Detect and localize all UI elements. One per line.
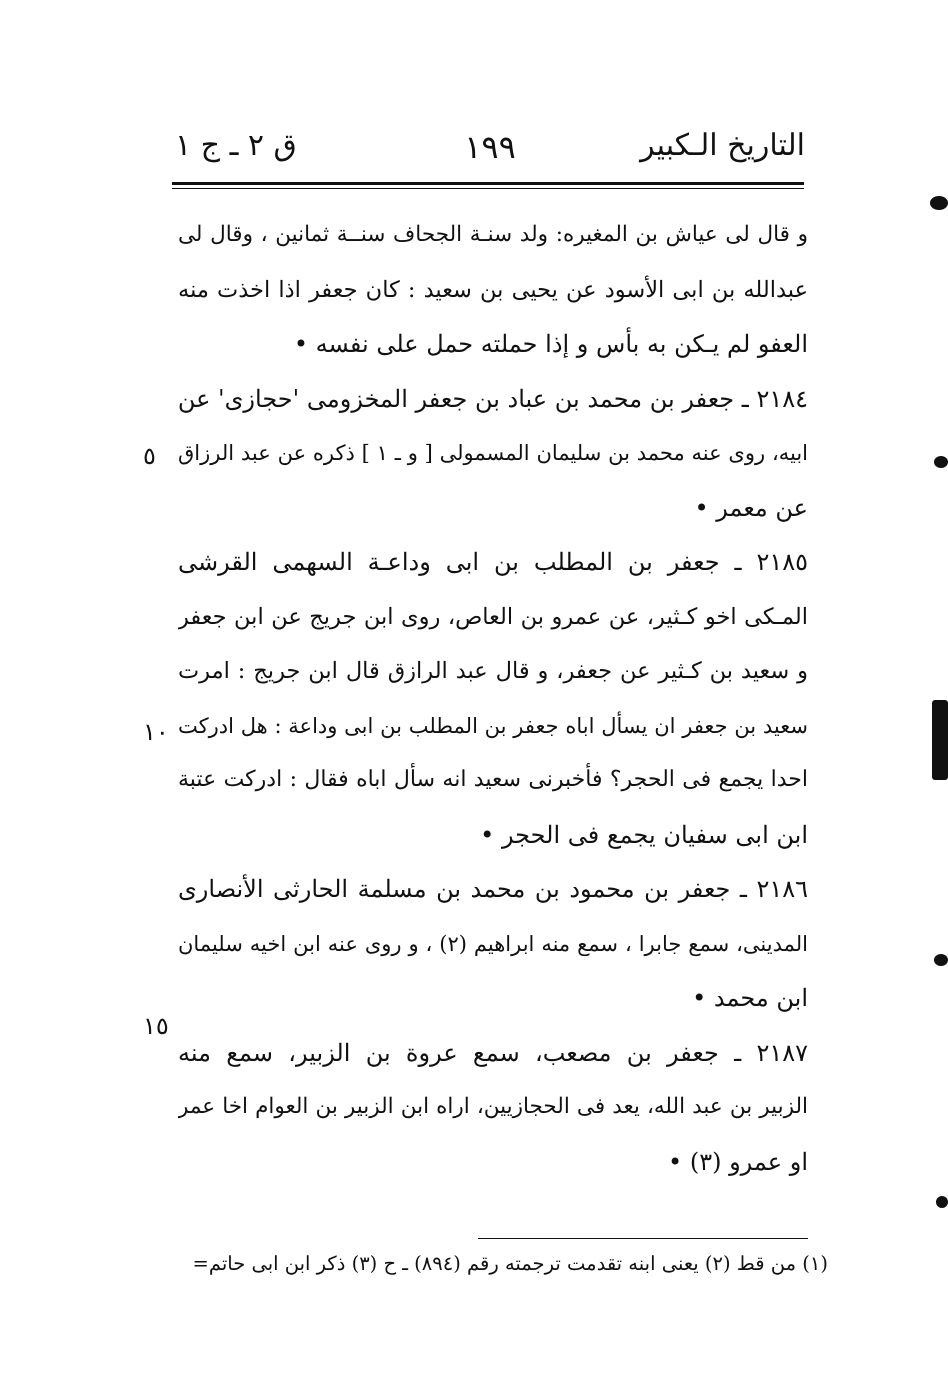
header-rule-thin bbox=[172, 188, 804, 189]
scan-mark bbox=[930, 196, 948, 210]
entry-2185-start: ٢١٨٥ ـ جعفر بن المطلب بن ابى وداعـة السهمى القرشى bbox=[178, 548, 808, 576]
scan-mark bbox=[934, 456, 948, 468]
page-number: ١٩٩ bbox=[464, 128, 516, 166]
margin-line-number: ٥ bbox=[143, 442, 156, 470]
text-line: ابن ابى سفيان يجمع فى الحجر • bbox=[480, 820, 808, 849]
text-line: ابيه، روى عنه محمد بن سليمان المسمولى [ و ـ ١ ] ذكره عن عبد الرزاق bbox=[178, 441, 808, 465]
text-line: و قال لى عياش بن المغيره: ولد سنـة الجحاف سنــة ثمانين ، وقال لى bbox=[178, 222, 808, 247]
footnote-rule bbox=[478, 1238, 808, 1239]
entry-2184-start: ٢١٨٤ ـ جعفر بن محمد بن عباد بن جعفر المخزومى 'حجازى' عن bbox=[178, 384, 808, 413]
entry-2186-start: ٢١٨٦ ـ جعفر بن محمود بن محمد بن مسلمة الحارثى الأنصارى bbox=[178, 875, 808, 903]
text-line: الزبير بن عبد الله، يعد فى الحجازيين، اراه ابن الزبير بن العوام اخا عمر bbox=[178, 1094, 808, 1119]
text-line: احدا يجمع فى الحجر؟ فأخبرنى سعيد انه سأل اباه فقال : ادركت عتبة bbox=[178, 767, 808, 792]
entry-2187-start: ٢١٨٧ ـ جعفر بن مصعب، سمع عروة بن الزبير، سمع منه bbox=[178, 1038, 808, 1067]
scan-mark bbox=[936, 1196, 948, 1208]
text-line: عبدالله بن ابى الأسود عن يحيى بن سعيد : كان جعفر اذا اخذت منه bbox=[178, 276, 808, 303]
body-text bbox=[178, 208, 808, 1189]
text-line: المدينى، سمع جابرا ، سمع منه ابراهيم (٢) ، و روى عنه ابن اخيه سليمان bbox=[178, 931, 808, 956]
text-line: سعيد بن جعفر ان يسأل اباه جعفر بن المطلب بن ابى وداعة : هل ادركت bbox=[178, 713, 808, 738]
scan-mark bbox=[934, 954, 948, 966]
book-title: التاريخ الـكبير bbox=[640, 128, 805, 163]
header-rule-thick bbox=[172, 182, 804, 185]
text-line: المـكى اخو كـثير، عن عمرو بن العاص، روى ابن جريج عن ابن جعفر bbox=[178, 603, 808, 630]
margin-line-number: ١٠ bbox=[143, 718, 169, 746]
text-line: و سعيد بن كـثير عن جعفر، و قال عبد الرازق قال ابن جريج : امرت bbox=[178, 658, 808, 684]
volume-reference: ق ٢ ـ ج ١ bbox=[175, 128, 297, 163]
running-header bbox=[175, 128, 805, 178]
text-line: العفو لم يـكن به بأس و إذا حملته حمل على نفسه • bbox=[293, 330, 808, 358]
text-line: او عمرو (٣) • bbox=[668, 1147, 808, 1176]
margin-line-number: ١٥ bbox=[143, 1012, 169, 1040]
footnote: (١) من قط (٢) يعنى ابنه تقدمت ترجمته رقم (٨٩٤) ـ ح (٣) ذكر ابن ابى حاتم= bbox=[192, 1252, 828, 1275]
text-line: ابن محمد • bbox=[692, 984, 808, 1012]
text-line: عن معمر • bbox=[694, 493, 808, 522]
scan-mark bbox=[932, 700, 948, 780]
